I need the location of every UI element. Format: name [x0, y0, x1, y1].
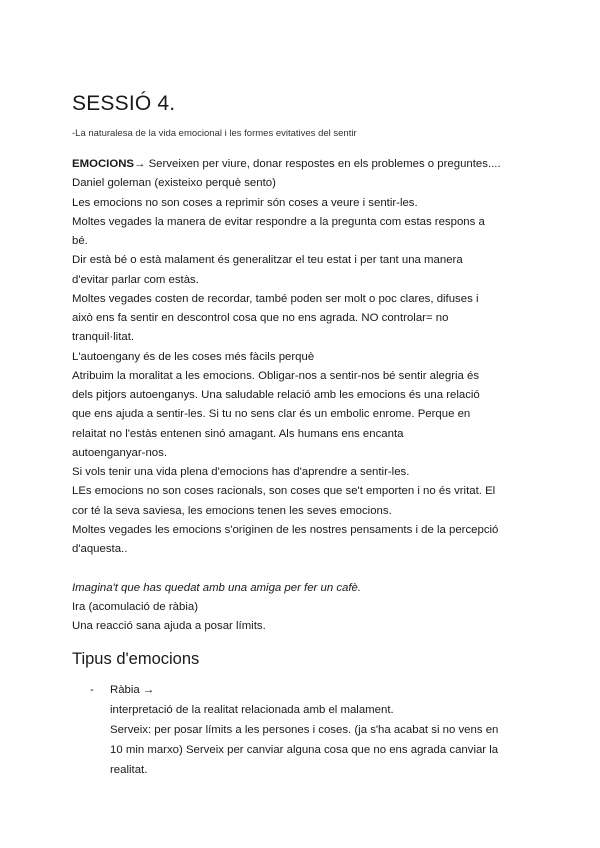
bullet-line: 10 min marxo) Serveix per canviar alguna cosa que no ens agrada canviar la — [110, 744, 499, 756]
body-line: Atribuim la moralitat a les emocions. Obligar-nos a sentir-nos bé sentir alegria és — [72, 369, 480, 382]
bullet-line: Ràbia → — [110, 684, 155, 696]
body-line: Les emocions no son coses a reprimir són coses a veure i sentir-les. — [72, 196, 418, 209]
bullet-line: realitat. — [110, 764, 148, 776]
body-line: autoenganyar-nos. — [72, 446, 167, 459]
section-heading: Tipus d'emocions — [72, 650, 200, 668]
page-subtitle: -La naturalesa de la vida emocional i les formes evitatives del sentir — [72, 128, 357, 139]
bullet-line: Serveix: per posar límits a les persones i coses. (ja s'ha acabat si no vens en — [110, 724, 499, 736]
body-line: bé. — [72, 235, 88, 247]
bullet-line: interpretació de la realitat relacionada amb el malament. — [110, 704, 394, 716]
italic-line: Imagina't que has quedat amb una amiga per fer un cafè. — [72, 581, 362, 594]
body-text — [72, 155, 532, 636]
body-line: tranquil·litat. — [72, 331, 135, 344]
body-line: Moltes vegades les emocions s'originen de les nostres pensaments i de la percepció — [72, 523, 499, 536]
bullet-dash: - — [90, 684, 94, 696]
body-line: Si vols tenir una vida plena d'emocions has d'aprendre a sentir-les. — [72, 466, 410, 478]
body-line: Una reacció sana ajuda a posar límits. — [72, 620, 266, 632]
body-line: L'autoengany és de les coses més fàcils perquè — [72, 350, 315, 363]
body-line: d'aquesta.. — [72, 543, 128, 555]
body-line: relaitat no l'estàs entenen sinó amagant. Als humans ens encanta — [72, 427, 404, 440]
body-line: cor té la seva saviesa, les emocions tenen les seves emocions. — [72, 504, 392, 517]
body-line: Moltes vegades la manera de evitar respondre a la pregunta com estas respons a — [72, 215, 485, 228]
body-line: això ens fa sentir en descontrol cosa que no ens agrada. NO controlar= no — [72, 312, 449, 324]
body-line: que ens ajuda a sentir-les. Si tu no sens clar és un embolic enrome. Perque en — [72, 408, 471, 421]
body-line: d'evitar parlar com estàs. — [72, 273, 199, 286]
body-line: Ira (acomulació de ràbia) — [72, 600, 198, 613]
body-line: Dir està bé o està malament és generalitzar el teu estat i per tant una manera — [72, 254, 463, 267]
body-line: dels pitjors autoenganys. Una saludable relació amb les emocions és una relació — [72, 389, 480, 401]
body-line: Daniel goleman (existeixo perquè sento) — [72, 177, 276, 190]
body-line — [72, 155, 532, 174]
paragraph-spacer — [72, 559, 532, 578]
body-line-text: → Serveixen per viure, donar respostes en els problemes o preguntes.... — [134, 158, 501, 170]
body-line: Moltes vegades costen de recordar, també poden ser molt o poc clares, difuses i — [72, 292, 479, 305]
emocions-label: EMOCIONS — [72, 158, 135, 170]
body-line: LEs emocions no son coses racionals, son coses que se't emporten i no és vritat. El — [72, 485, 496, 498]
page-title: SESSIÓ 4. — [72, 92, 176, 115]
bullet-content — [110, 680, 535, 780]
